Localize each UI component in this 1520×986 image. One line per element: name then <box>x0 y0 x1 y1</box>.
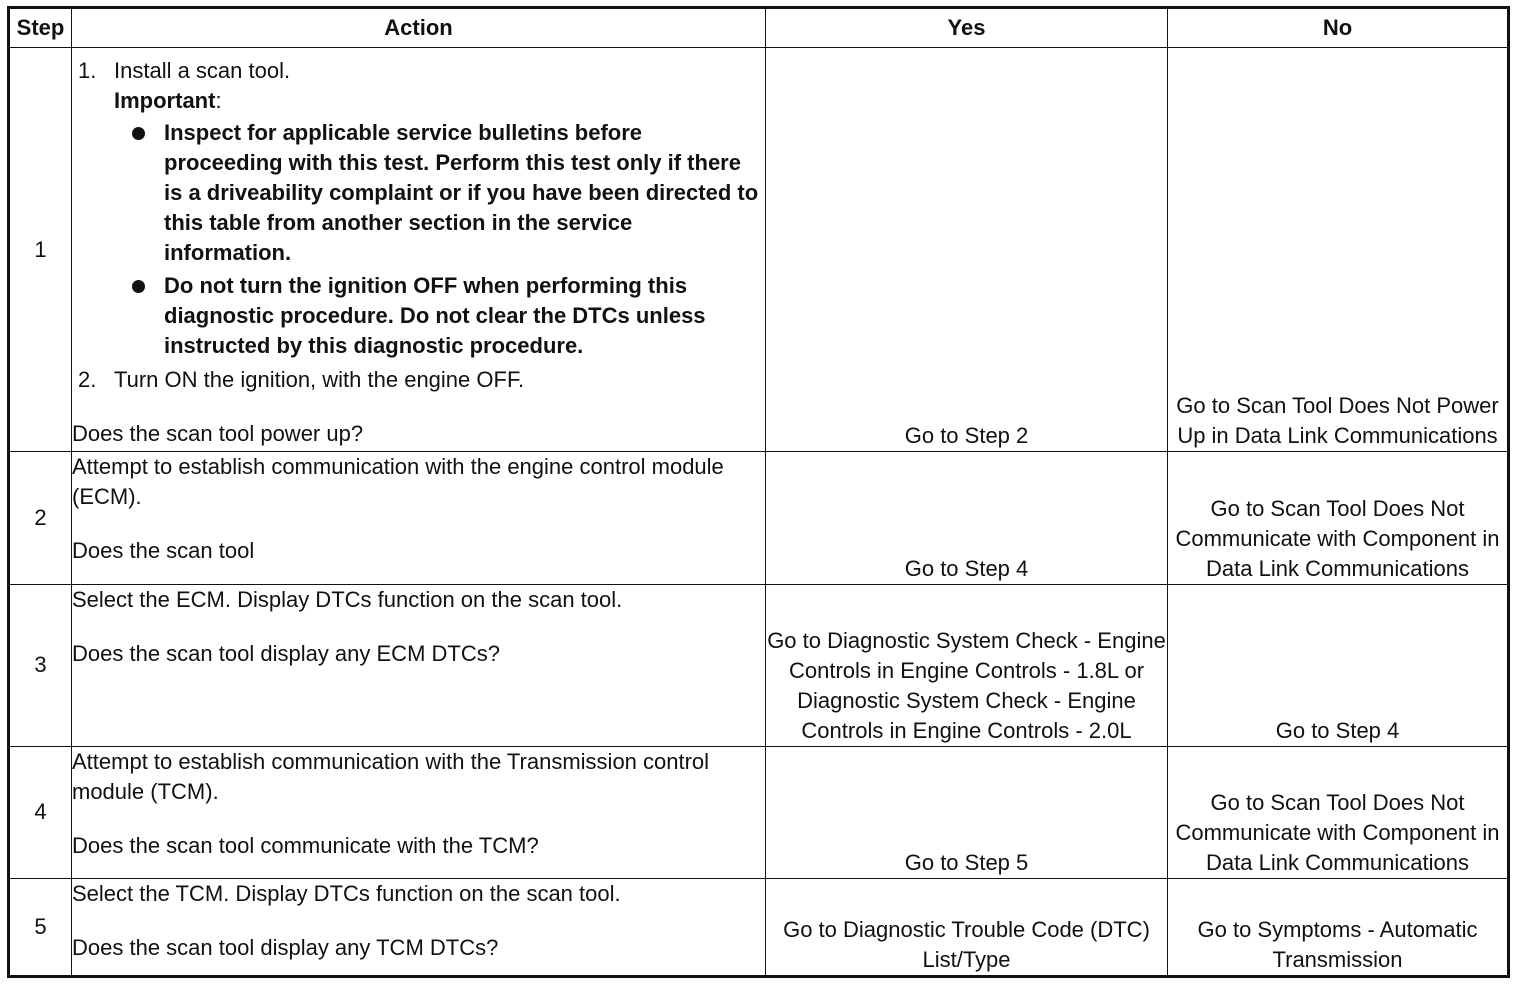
action-cell <box>72 452 766 584</box>
spacer <box>72 615 765 639</box>
table-row <box>9 746 1509 878</box>
yes-cell: Go to Step 2 <box>766 48 1168 452</box>
header-step: Step <box>9 8 72 48</box>
action-step-list <box>72 56 765 395</box>
bullet-item <box>114 271 765 361</box>
table-row <box>9 878 1509 976</box>
yes-cell: Go to Step 5 <box>766 746 1168 878</box>
no-cell: Go to Step 4 <box>1168 584 1509 746</box>
table-row <box>9 584 1509 746</box>
bullet-item <box>114 118 765 268</box>
spacer <box>72 512 765 536</box>
header-action: Action <box>72 8 766 48</box>
yes-cell: Go to Diagnostic Trouble Code (DTC) List/Type <box>766 878 1168 976</box>
table-row <box>9 452 1509 584</box>
action-question: Does the scan tool power up? <box>72 421 364 446</box>
bullet-dot-icon <box>132 127 145 140</box>
action-question: Does the scan tool <box>72 538 255 564</box>
table-row <box>9 48 1509 452</box>
yes-cell: Go to Diagnostic System Check - Engine Controls in Engine Controls - 1.8L or Diagnostic System Check - Engine Controls in Engine Controls - 2.0L <box>766 584 1168 746</box>
action-text: Select the TCM. Display DTCs function on the scan tool. <box>72 880 621 906</box>
header-no: No <box>1168 8 1509 48</box>
action-step <box>72 365 765 395</box>
action-text: Attempt to establish communication with the engine control module (ECM). <box>72 454 724 510</box>
spacer <box>72 395 765 419</box>
no-cell: Go to Scan Tool Does Not Communicate with Component in Data Link Communications <box>1168 452 1509 584</box>
action-question: Does the scan tool display any ECM DTCs? <box>72 640 500 666</box>
step-item-number: 2. <box>78 367 97 392</box>
no-cell: Go to Symptoms - Automatic Transmission <box>1168 878 1509 976</box>
no-cell: Go to Scan Tool Does Not Power Up in Data Link Communications <box>1168 48 1509 452</box>
spacer <box>72 807 765 831</box>
action-question: Does the scan tool display any TCM DTCs? <box>72 934 499 960</box>
step-number: 3 <box>9 584 72 746</box>
step-item-text: Turn ON the ignition, with the engine OFF. <box>114 367 525 392</box>
action-question: Does the scan tool communicate with the TCM? <box>72 832 539 858</box>
action-cell <box>72 746 766 878</box>
important-colon: : <box>215 88 222 113</box>
header-yes: Yes <box>766 8 1168 48</box>
step-number: 1 <box>9 48 72 452</box>
action-cell <box>72 878 766 976</box>
bullet-dot-icon <box>132 280 145 293</box>
action-cell <box>72 584 766 746</box>
step-number: 2 <box>9 452 72 584</box>
header-row <box>9 8 1509 48</box>
step-item-number: 1. <box>78 58 97 83</box>
no-cell: Go to Scan Tool Does Not Communicate with Component in Data Link Communications <box>1168 746 1509 878</box>
important-label-text: Important <box>114 88 216 113</box>
action-text: Attempt to establish communication with the Transmission control module (TCM). <box>72 748 710 804</box>
important-bullet-list <box>114 118 765 361</box>
action-text: Select the ECM. Display DTCs function on the scan tool. <box>72 586 623 612</box>
action-step <box>72 56 765 361</box>
bullet-text: Do not turn the ignition OFF when performing this diagnostic procedure. Do not clear the DTCs unless instructed by this diagnostic procedure. <box>164 273 706 358</box>
bullet-text: Inspect for applicable service bulletins before proceeding with this test. Perform this test only if there is a driveability complaint or if you have been directed to this table from another section in the service information. <box>164 120 759 265</box>
important-label <box>114 86 765 116</box>
step-number: 5 <box>9 878 72 976</box>
step-item-text: Install a scan tool. <box>114 58 291 83</box>
action-cell <box>72 48 766 452</box>
diagnostic-table <box>7 6 1510 978</box>
spacer <box>72 909 765 933</box>
yes-cell: Go to Step 4 <box>766 452 1168 584</box>
step-number: 4 <box>9 746 72 878</box>
